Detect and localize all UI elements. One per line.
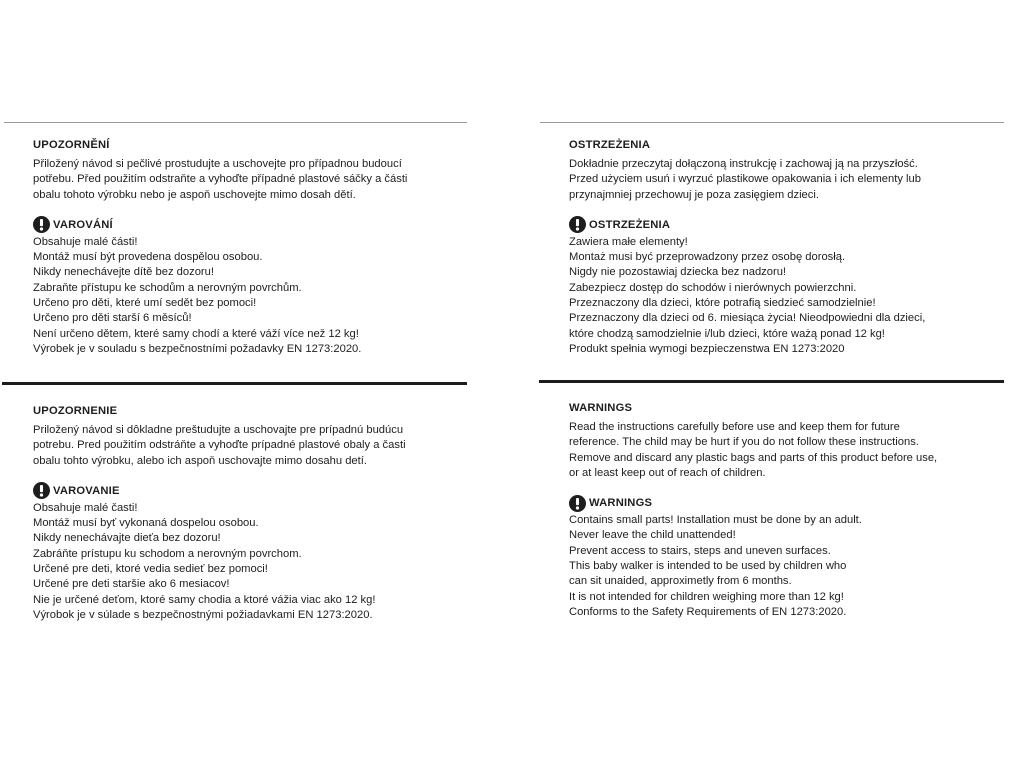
intro-line: Remove and discard any plastic bags and parts of this product before use, [569, 451, 938, 464]
warning-header [569, 494, 1019, 512]
intro-line: Read the instructions carefully before use and keep them for future [569, 421, 900, 433]
section-heading: UPOZORNENIE [33, 405, 118, 417]
warning-title: WARNINGS [589, 497, 653, 510]
warning-title: VAROVÁNÍ [53, 218, 113, 231]
list-item: Zabezpiecz dostęp do schodów i nierównych powierzchni. [569, 281, 857, 294]
intro-line: Přiložený návod si pečlivé prostudujte a uschovejte pro případnou budoucí [33, 158, 402, 170]
list-item: Nikdy nenechávejte dítě bez dozoru! [33, 266, 214, 279]
list-item: Výrobek je v souladu s bezpečnostními požadavky EN 1273:2020. [33, 342, 362, 355]
intro-line: obalu tohto výrobku, alebo ich aspoň uschovajte mimo dosahu detí. [33, 454, 367, 467]
section-heading: OSTRZEŻENIA [569, 139, 651, 151]
list-item: Produkt spełnia wymogi bezpieczenstwa EN 1273:2020 [569, 342, 845, 355]
list-item: Nikdy nenechávajte dieťa bez dozoru! [33, 532, 221, 545]
list-item: Conforms to the Safety Requirements of EN 1273:2020. [569, 605, 847, 618]
intro-line: potrebu. Pred použitím odstráňte a vyhoďte prípadné plastové obaly a časti [33, 439, 406, 452]
intro-paragraph [569, 157, 1019, 203]
list-item: It is not intended for children weighing more than 12 kg! [569, 590, 844, 603]
divider-rule-left [2, 382, 467, 385]
warning-title: VAROVANIE [53, 484, 120, 497]
list-item: Určeno pro děti starší 6 měsíců! [33, 312, 192, 325]
list-item: które chodzą samodzielnie i/lub dzieci, które ważą ponad 12 kg! [569, 327, 885, 340]
list-item: Není určeno dětem, které samy chodí a které váží více než 12 kg! [33, 327, 359, 340]
section-czech [33, 138, 483, 357]
intro-line: Przed użyciem usuń i wyrzuć plastikowe opakowania i ich elementy lub [569, 173, 921, 186]
list-item: Przeznaczony dla dzieci od 6. miesiąca życia! Nieodpowiedni dla dzieci, [569, 312, 926, 325]
top-rule-right [540, 122, 1004, 123]
section-heading: WARNINGS [569, 402, 633, 414]
intro-line: obalu tohoto výrobku nebo je aspoň uschovejte mimo dosah dětí. [33, 188, 356, 201]
intro-line: Priložený návod si dôkladne preštudujte a uschovajte pre prípadnú budúcu [33, 424, 404, 436]
warning-header [569, 216, 1019, 234]
section-slovak [33, 404, 483, 623]
warning-header [33, 216, 483, 234]
list-item: Nie je určené deťom, ktoré samy chodia a ktoré vážia viac ako 12 kg! [33, 593, 376, 606]
intro-paragraph [569, 420, 1019, 481]
list-item: Výrobok je v súlade s bezpečnostnými požiadavkami EN 1273:2020. [33, 608, 373, 621]
list-item: Určené pre deti staršie ako 6 mesiacov! [33, 578, 230, 591]
list-item: Určené pre deti, ktoré vedia sedieť bez pomoci! [33, 563, 268, 576]
intro-line: or at least keep out of reach of children. [569, 466, 766, 479]
list-item: Never leave the child unattended! [569, 529, 736, 542]
list-item: Zabráňte prístupu ku schodom a nerovným povrchom. [33, 547, 302, 560]
list-item: Montáž musí byť vykonaná dospelou osobou. [33, 517, 259, 530]
intro-paragraph [33, 157, 483, 203]
list-item: Contains small parts! Installation must be done by an adult. [569, 514, 862, 527]
list-item: Montaż musi być przeprowadzony przez osobę dorosłą. [569, 251, 846, 264]
intro-line: przynajmniej przechowuj je poza zasięgiem dzieci. [569, 188, 819, 201]
warning-title: OSTRZEŻENIA [589, 218, 671, 231]
exclamation-circle-icon [33, 482, 50, 499]
exclamation-circle-icon [569, 216, 586, 233]
list-item: Určeno pro děti, které umí sedět bez pomoci! [33, 297, 257, 310]
warning-list [33, 501, 483, 623]
section-polish [569, 138, 1019, 357]
exclamation-circle-icon [33, 216, 50, 233]
list-item: Zawiera małe elementy! [569, 235, 688, 248]
list-item: Montáž musí být provedena dospělou osobou. [33, 251, 263, 264]
divider-rule-right [539, 380, 1004, 383]
intro-line: Dokładnie przeczytaj dołączoną instrukcję i zachowaj ją na przyszłość. [569, 158, 918, 170]
list-item: Prevent access to stairs, steps and uneven surfaces. [569, 544, 831, 557]
warning-list [33, 235, 483, 357]
intro-line: potřebu. Před použitím odstraňte a vyhoďte případné plastové sáčky a části [33, 173, 408, 186]
list-item: This baby walker is intended to be used by children who [569, 560, 847, 573]
top-rule-left [4, 122, 467, 123]
section-english [569, 401, 1019, 620]
intro-line: reference. The child may be hurt if you do not follow these instructions. [569, 436, 919, 449]
warning-list [569, 235, 1019, 357]
list-item: Przeznaczony dla dzieci, które potrafią siedzieć samodzielnie! [569, 297, 876, 310]
list-item: Obsahuje malé části! [33, 235, 138, 248]
warning-list [569, 513, 1019, 620]
list-item: Zabraňte přístupu ke schodům a nerovným povrchům. [33, 281, 302, 294]
intro-paragraph [33, 423, 483, 469]
warning-header [33, 482, 483, 500]
section-heading: UPOZORNĚNÍ [33, 139, 110, 151]
exclamation-circle-icon [569, 495, 586, 512]
list-item: Nigdy nie pozostawiaj dziecka bez nadzoru! [569, 266, 787, 279]
list-item: Obsahuje malé časti! [33, 501, 138, 514]
list-item: can sit unaided, approximetly from 6 months. [569, 575, 792, 588]
